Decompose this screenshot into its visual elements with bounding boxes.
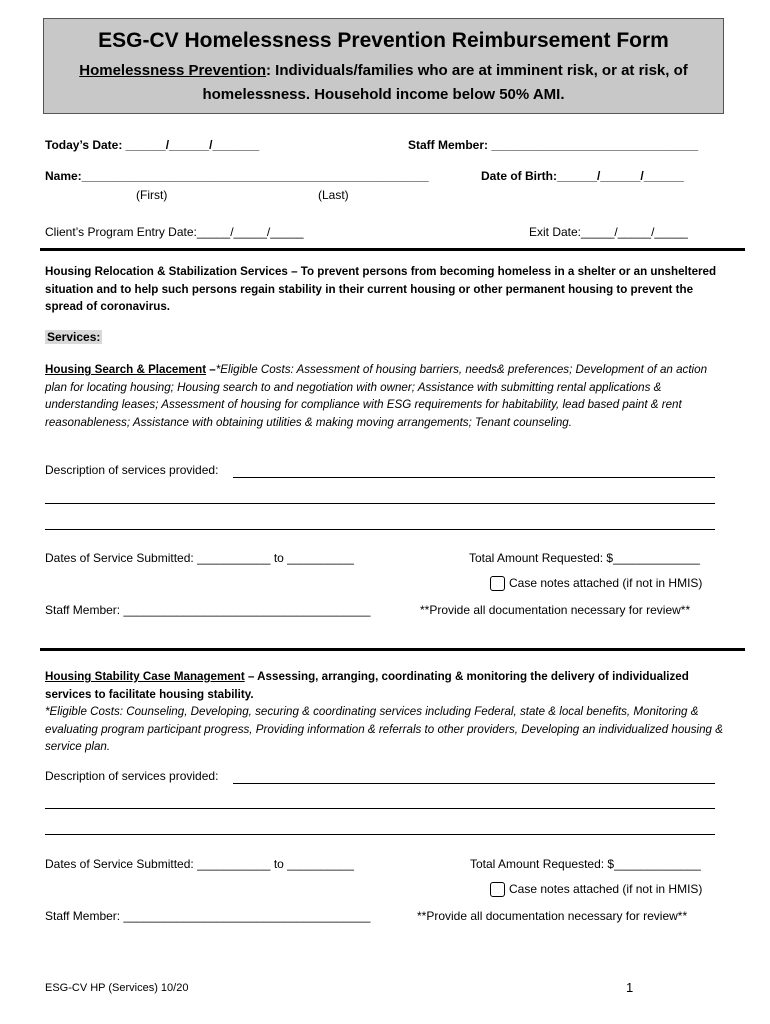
intro-text: Housing Relocation & Stabilization Services – To prevent persons from becoming homeless in a shelter or an unsheltered situation and to help such persons regain stability in their current housing or other permanent housing to prevent the spread of coronavirus. bbox=[45, 265, 717, 313]
section2-staff-field[interactable]: Staff Member: _____________________________________ bbox=[45, 909, 371, 923]
services-label-text: Services: bbox=[47, 330, 101, 344]
section2-costs: *Eligible Costs: Counseling, Developing, securing & coordinating services including Federal, state & local benefits, Monitoring & evaluating program participant progress, Providing information & referrals to other providers, Developing an individualized housing & service plan. bbox=[45, 705, 723, 753]
services-label bbox=[45, 330, 102, 344]
section2-lead: – Assessing, arranging, coordinating & monitoring the delivery of individualized services to facilitate housing stability. bbox=[45, 670, 689, 701]
section2-dates-field[interactable]: Dates of Service Submitted: ___________ to __________ bbox=[45, 857, 354, 871]
footer-code: ESG-CV HP (Services) 10/20 bbox=[45, 982, 189, 994]
section1-costs: *Eligible Costs: Assessment of housing barriers, needs& preferences; Development of an action plan for locating housing; Housing search to and negotiation with owner; Assistance with submitting rental applications & understanding leases; Assessment of housing for compliance with ESG requirements for habitability, lead based paint & rent reasonableness; Assistance with obtaining utilities & making moving arrangements; Tenant counseling. bbox=[45, 363, 708, 429]
section1-description-line-1[interactable] bbox=[233, 477, 715, 478]
divider bbox=[40, 248, 745, 251]
section2-description-line-3[interactable] bbox=[45, 834, 715, 835]
section2-provide-note: **Provide all documentation necessary for review** bbox=[417, 909, 688, 923]
section2-case-notes-label: Case notes attached (if not in HMIS) bbox=[509, 882, 703, 896]
dob-field[interactable]: Date of Birth:______/______/______ bbox=[481, 169, 684, 183]
section2-description-line-1[interactable] bbox=[233, 783, 715, 784]
section1-description-line-2[interactable] bbox=[45, 503, 715, 504]
subtitle-label: Homelessness Prevention bbox=[79, 62, 266, 79]
checkbox-icon[interactable] bbox=[490, 576, 505, 591]
staff-member-field[interactable]: Staff Member: _______________________________ bbox=[408, 138, 699, 152]
section1-staff-field[interactable]: Staff Member: _____________________________________ bbox=[45, 603, 371, 617]
section1-description-label: Description of services provided: bbox=[45, 463, 219, 477]
section2-description-label: Description of services provided: bbox=[45, 769, 219, 783]
page-number: 1 bbox=[626, 980, 634, 995]
section1-description bbox=[45, 361, 725, 431]
checkbox-icon[interactable] bbox=[490, 882, 505, 897]
section1-title: Housing Search & Placement bbox=[45, 363, 207, 376]
subtitle-text: : Individuals/families who are at imminent risk, or at risk, of homelessness. Household income below 50% AMI. bbox=[202, 62, 688, 103]
section1-case-notes[interactable] bbox=[490, 576, 702, 591]
first-name-caption: (First) bbox=[136, 188, 168, 202]
divider bbox=[40, 648, 745, 651]
exit-date-field[interactable]: Exit Date:_____/_____/_____ bbox=[529, 225, 688, 239]
section1-provide-note: **Provide all documentation necessary for review** bbox=[420, 603, 691, 617]
name-field[interactable]: Name:____________________________________________________ bbox=[45, 169, 429, 183]
section1-dash: – bbox=[206, 363, 216, 376]
section2-heading bbox=[45, 668, 725, 703]
section2-title: Housing Stability Case Management bbox=[45, 670, 245, 683]
form-title: ESG-CV Homelessness Prevention Reimbursement Form bbox=[98, 29, 669, 52]
form-subtitle bbox=[44, 59, 723, 107]
section2-total-field[interactable]: Total Amount Requested: $_____________ bbox=[470, 857, 701, 871]
section2-case-notes[interactable] bbox=[490, 882, 702, 897]
form-header bbox=[43, 18, 724, 114]
section1-description-line-3[interactable] bbox=[45, 529, 715, 530]
section1-dates-field[interactable]: Dates of Service Submitted: ___________ to __________ bbox=[45, 551, 354, 565]
last-name-caption: (Last) bbox=[318, 188, 349, 202]
section2-description-line-2[interactable] bbox=[45, 808, 715, 809]
todays-date-field[interactable]: Today’s Date: ______/______/_______ bbox=[45, 138, 260, 152]
section1-total-field[interactable]: Total Amount Requested: $_____________ bbox=[469, 551, 700, 565]
section1-case-notes-label: Case notes attached (if not in HMIS) bbox=[509, 576, 703, 590]
entry-date-field[interactable]: Client’s Program Entry Date:_____/_____/_____ bbox=[45, 225, 304, 239]
